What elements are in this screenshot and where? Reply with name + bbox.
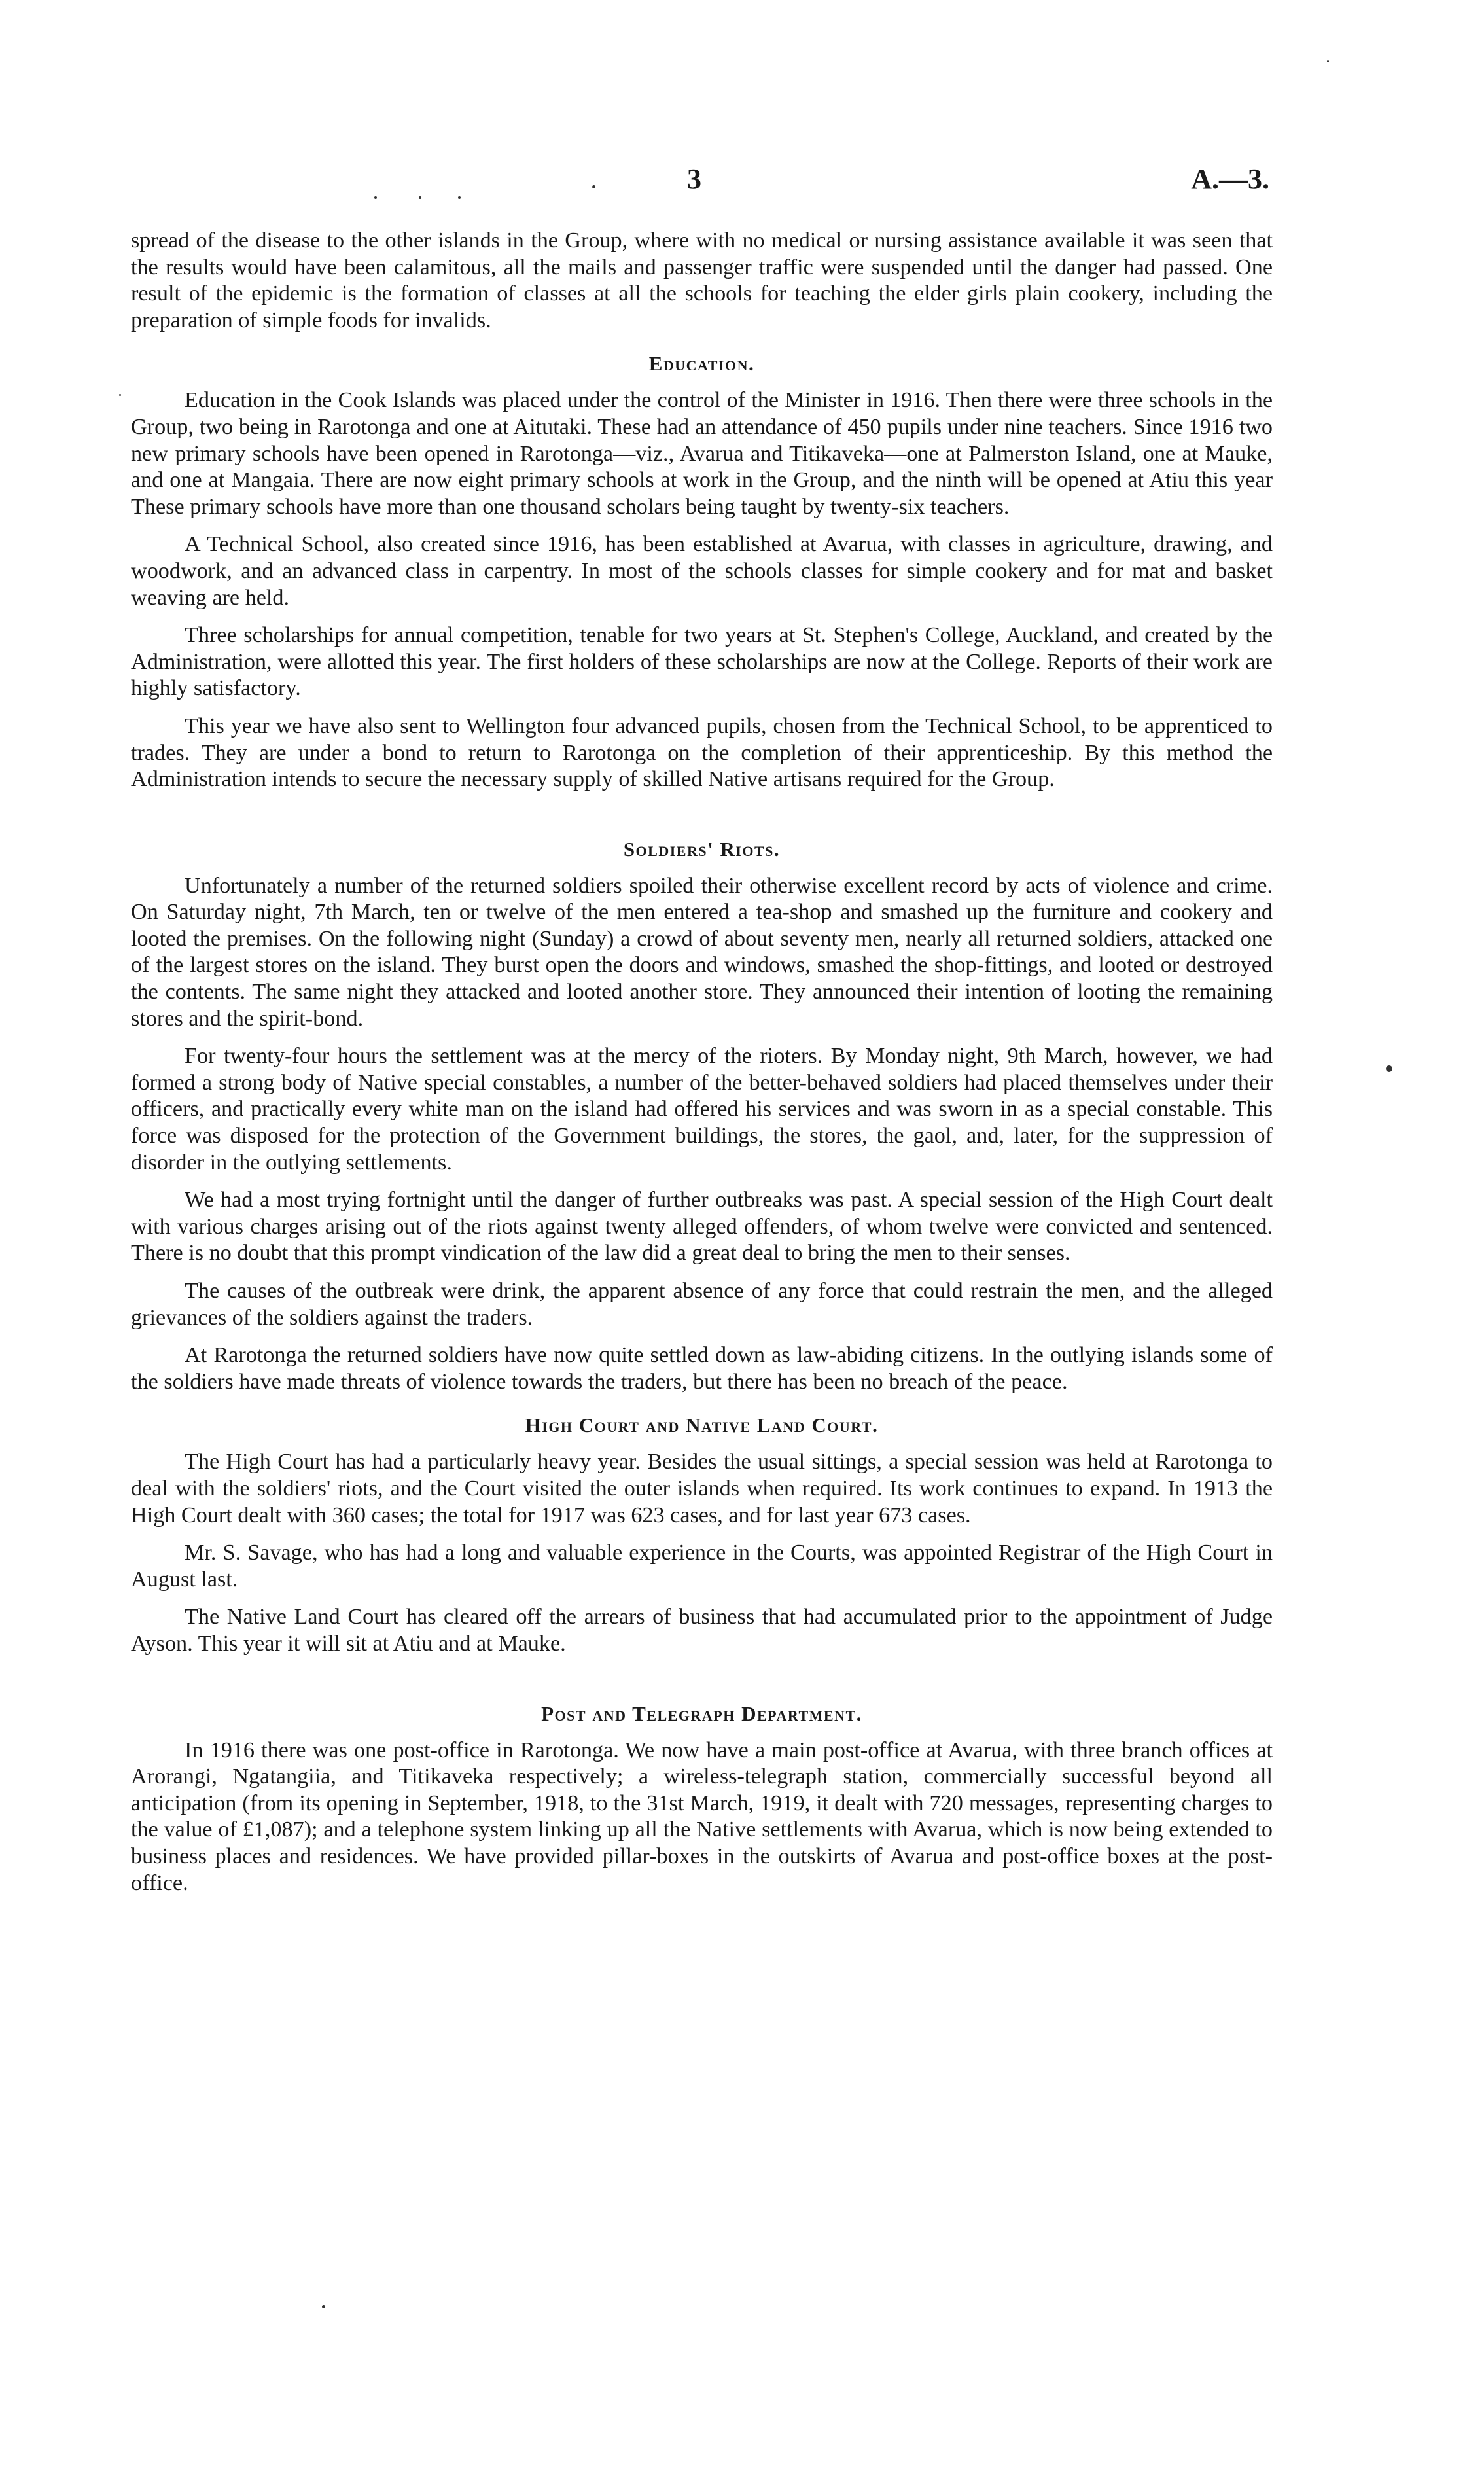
scan-speck	[592, 185, 595, 188]
court-paragraph: The Native Land Court has cleared off the arrears of business that had accumulated prior to the appointment of Judge Ayson. This year it will sit at Atiu and at Mauke.	[131, 1605, 1273, 1656]
page-header	[131, 162, 1269, 208]
riots-paragraph: We had a most trying fortnight until the danger of further outbreaks was past. A special session of the High Court dealt with various charges arising out of the riots against twenty alleged offenders, of whom twelve were convicted and sentenced. There is no doubt that this prompt vindication of the law did a great deal to bring the men to their senses.	[131, 1188, 1273, 1266]
education-heading: Education.	[648, 352, 755, 376]
education-paragraph: Education in the Cook Islands was placed under the control of the Minister in 1916. Then there were three schools in the Group, two being in Rarotonga and one at Aitutaki. These had an attendance of 450 pupils under nine teachers. Since 1916 two new primary schools have been opened in Rarotonga—viz., Avarua and Titikaveka—one at Palmerston Island, one at Mauke, and one at Mangaia. There are now eight primary schools at work in the Group, and the ninth will be opened at Atiu this year These primary schools have more than one thousand scholars being taught by twenty-six teachers.	[131, 388, 1273, 519]
education-paragraph: Three scholarships for annual competition, tenable for two years at St. Stephen's College, Auckland, and created by the Administration, were allotted this year. The first holders of these scholarships are now at the College. Reports of their work are highly satisfactory.	[131, 623, 1273, 701]
education-paragraph: This year we have also sent to Wellington four advanced pupils, chosen from the Technical School, to be apprenticed to trades. They are under a bond to return to Rarotonga on the completion of their apprenticeship. By this method the Administration intends to secure the necessary supply of skilled Native artisans required for the Group.	[131, 713, 1273, 792]
page-content	[131, 228, 1273, 1897]
scan-speck	[458, 196, 461, 199]
soldiers-riots-heading: Soldiers' Riots.	[623, 837, 781, 861]
scan-speck	[1386, 1065, 1392, 1072]
riots-paragraph: The causes of the outbreak were drink, the apparent absence of any force that could restrain the men, and the alleged grievances of the soldiers against the traders.	[131, 1279, 1273, 1330]
document-reference: A.—3.	[1191, 163, 1269, 195]
court-paragraph: Mr. S. Savage, who has had a long and valuable experience in the Courts, was appointed Registrar of the High Court in August last.	[131, 1541, 1273, 1592]
education-paragraph: A Technical School, also created since 1916, has been established at Avarua, with classes in agriculture, drawing, and woodwork, and an advanced class in carpentry. In most of the schools classes for simple cookery and for mat and basket weaving are held.	[131, 532, 1273, 610]
page-number: 3	[687, 163, 701, 195]
riots-paragraph: For twenty-four hours the settlement was at the mercy of the rioters. By Monday night, 9th March, however, we had formed a strong body of Native special constables, a number of the better-behaved soldiers had placed themselves under their officers, and practically every white man on the island had offered his services and was sworn in as a special constable. This force was disposed for the protection of the Government buildings, the stores, the gaol, and, later, for the suppression of disorder in the outlying settlements.	[131, 1044, 1273, 1175]
scan-speck	[1327, 60, 1329, 62]
post-telegraph-heading: Post and Telegraph Department.	[541, 1702, 862, 1725]
scan-speck	[322, 2305, 325, 2308]
post-paragraph: In 1916 there was one post-office in Rarotonga. We now have a main post-office at Avarua, with three branch offices at Arorangi, Ngatangiia, and Titikaveka respectively; a wireless-telegraph station, commercially successful beyond all anticipation (from its opening in September, 1918, to the 31st March, 1919, it dealt with 720 messages, representing charges to the value of £1,087); and a telephone system linking up all the Native settlements with Avarua, which is now being extended to business places and residences. We have provided pillar-boxes in the outskirts of Avarua and post-office boxes at the post-office.	[131, 1738, 1273, 1895]
intro-paragraph: spread of the disease to the other islands in the Group, where with no medical or nursing assistance available it was seen that the results would have been calamitous, all the mails and passenger traffic were suspended until the danger had passed. One result of the epidemic is the formation of classes at all the schools for teaching the elder girls plain cookery, including the preparation of simple foods for invalids.	[131, 228, 1273, 332]
scan-speck	[419, 196, 421, 199]
riots-paragraph: Unfortunately a number of the returned soldiers spoiled their otherwise excellent record by acts of violence and crime. On Saturday night, 7th March, ten or twelve of the men entered a tea-shop and smashed up the furniture and cookery and looted the premises. On the following night (Sunday) a crowd of about seventy men, nearly all returned soldiers, attacked one of the largest stores on the island. They burst open the doors and windows, smashed the shop-fittings, and looted or destroyed the contents. The same night they attacked and looted another store. They announced their intention of looting the remaining stores and the spirit-bond.	[131, 873, 1273, 1031]
scan-speck	[374, 196, 377, 199]
riots-paragraph: At Rarotonga the returned soldiers have now quite settled down as law-abiding citizens. In the outlying islands some of the soldiers have made threats of violence towards the traders, but there has been no breach of the peace.	[131, 1343, 1273, 1394]
courts-heading: High Court and Native Land Court.	[525, 1414, 879, 1437]
court-paragraph: The High Court has had a particularly heavy year. Besides the usual sittings, a special session was held at Rarotonga to deal with the soldiers' riots, and the Court visited the outer islands when required. Its work continues to expand. In 1913 the High Court dealt with 360 cases; the total for 1917 was 623 cases, and for last year 673 cases.	[131, 1450, 1273, 1527]
scan-speck	[119, 394, 121, 396]
